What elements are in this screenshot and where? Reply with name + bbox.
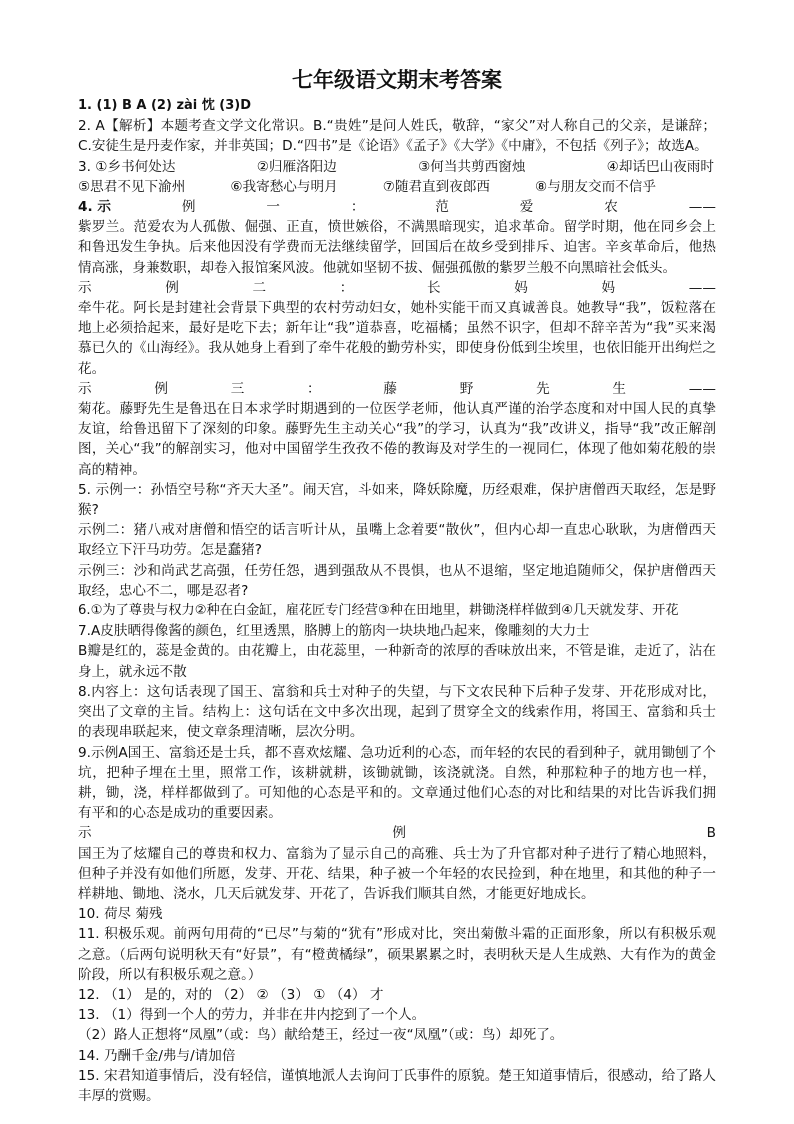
answer-7-a: 7.A皮肤晒得像酱的颜色，红里透黑，胳膊上的筋肉一块块地凸起来，像雕刻的大力士 [78,623,590,640]
answer-11: 11. 积极乐观。前两句用荷的“已尽”与菊的“犹有”形成对比，突出菊傲斗霜的正面形象，所以有积极乐观之意。（后两句说明秋天有“好景”，有“橙黄橘绿”，硕果累累之时，表明秋天是人生成熟、大有作为的黄金阶段，所以有积极乐观之意。） [78,926,716,983]
answer-4-example-3-heading: 示 例 三 ： 藤 野 先 生 —— [78,380,716,397]
answer-8: 8.内容上：这句话表现了国王、富翁和兵士对种子的失望，与下文农民种下后种子发芽、开花形成对比，突出了文章的主旨。结构上：这句话在文中多次出现，起到了贯穿全文的线索作用，将国王、富翁和兵士的表现串联起来，使文章条理清晰，层次分明。 [78,683,716,741]
answer-9-b-body: 国王为了炫耀自己的尊贵和权力、富翁为了显示自己的高雅、兵士为了升官都对种子进行了精心地照料，但种子并没有如他们所愿，发芽、开花、结果，种子被一个年轻的农民捡到，种在地里，和其他的种子一样耕地、锄地、浇水，几天后就发芽、开花了，告诉我们顺其自然，才能更好地成长。 [78,845,716,902]
answer-6: 6.①为了尊贵与权力②种在白金缸，雇花匠专门经营③种在田地里，耕锄浇样样做到④几天就发芽、开花 [78,603,679,619]
answer-4-example-2-body: 牵牛花。阿长是封建社会背景下典型的农村劳动妇女，她朴实能干而又真诚善良。她教导“我”，饭粒落在地上必须拾起来，最好是吃下去；新年让“我”道恭喜，吃福橘；虽然不识字，但却不辞辛苦为“我”买来渴慕已久的《山海经》。我从她身上看到了牵牛花般的勤劳朴实，即使身份低到尘埃里，也依旧能开出绚烂之花。 [78,300,716,377]
answer-4-example-1-body: 紫罗兰。范爱农为人孤傲、倔强、正直，愤世嫉俗，不满黑暗现实，追求革命。留学时期，他在同乡会上和鲁迅发生争执。后来他因没有学费而无法继续留学，回国后在故乡受到排斥、迫害。辛亥革命后，他热情高涨，身兼数职，却卷入报馆案风波。他就如坚韧不拔、倔强孤傲的紫罗兰般不向黑暗社会低头。 [78,219,716,276]
answer-3-item: ⑥我寄愁心与明月 [230,178,338,195]
answer-9-a: 9.示例A国王、富翁还是士兵，都不喜欢炫耀、急功近利的心态，而年轻的农民的看到种子，就用锄刨了个坑，把种子埋在土里，照常工作，该耕就耕，该锄就锄，该浇就浇。自然，种那粒种子的地方也一样，耕，锄，浇，样样都做到了。可知他的心态是平和的。文章通过他们心态的对比和结果的对比告诉我们拥有平和的心态是成功的重要因素。 [78,744,716,822]
answer-3-row-2 [78,177,716,197]
answer-5-example-3: 示例三：沙和尚武艺高强，任劳任怨，遇到强敌从不畏惧，也从不退缩，坚定地追随师父，保护唐僧西天取经，忠心不二，哪是忍者? [78,562,716,599]
answer-3-item: ②归雁洛阳边 [256,158,337,175]
page-title: 七年级语文期末考答案 [292,68,502,92]
answer-13-a: 13. （1）得到一个人的劳力，并非在井内挖到了一个人。 [78,1007,426,1024]
answer-3-item: ⑧与朋友交而不信乎 [535,178,656,195]
answer-3-item: ④却话巴山夜雨时 [606,158,714,175]
answer-3-row-1 [78,157,716,177]
answer-9-b-heading: 示 例 B [78,825,716,842]
answer-14: 14. 乃酬千金/弗与/请加倍 [78,1047,236,1064]
answer-1: 1. (1) B A (2) zài 忱 (3)D [78,98,252,113]
answer-3-item: ⑦随君直到夜郎西 [382,178,491,195]
answer-3-item: ③何当共剪西窗烛 [418,158,526,175]
answer-13-b: （2）路人正想将“凤凰”（或：鸟）献给楚王，经过一夜“凤凰”（或：鸟）却死了。 [78,1027,564,1044]
answer-15: 15. 宋君知道事情后，没有轻信，谨慎地派人去询问丁氏事件的原貌。楚王知道事情后，很感动，给了路人丰厚的赏赐。 [78,1067,716,1104]
answer-12: 12. （1） 是的，对的 （2） ② （3） ① （4） 才 [78,986,384,1003]
answer-5-example-2: 示例二：猪八戒对唐僧和悟空的话言听计从，虽嘴上念着要“散伙”，但内心却一直忠心耿耿，为唐僧西天取经立下汗马功劳。怎是蠢猪? [78,522,716,559]
answer-2: 2. A【解析】本题考查文学文化常识。B.“贵姓”是问人姓氏，敬辞，“家父”对人称自己的父亲，是谦辞；C.安徒生是丹麦作家，并非英国；D.“四书”是《论语》《孟子》《大学》《中庸》，不包括《列子》；故选A。 [78,118,716,155]
answer-4-example-2-heading: 示 例 二 ： 长 妈 妈 —— [78,279,716,296]
answer-4-example-1-heading: 4. 示 例 一 ： 范 爱 农 —— [78,199,716,216]
answer-3-item: ⑤思君不见下渝州 [78,178,186,195]
answer-4-example-3-body: 菊花。藤野先生是鲁迅在日本求学时期遇到的一位医学老师，他认真严谨的治学态度和对中国人民的真挚友谊，给鲁迅留下了深刻的印象。藤野先生主动关心“我”的学习，认真为“我”改讲义，指导“我”改正解剖图，关心“我”的解剖实习，他对中国留学生孜孜不倦的教诲及对学生的一视同仁，体现了他如菊花般的崇高的精神。 [78,401,716,478]
answer-3-item: 3. ①乡书何处达 [78,158,176,175]
answer-10: 10. 荷尽 菊残 [78,906,163,923]
answer-5-example-1: 5. 示例一：孙悟空号称“齐天大圣”。闹天宫，斗如来，降妖除魔，历经艰难，保护唐僧西天取经，怎是野猴? [78,481,716,519]
answer-7-b: B瓣是红的，蕊是金黄的。由花瓣上，由花蕊里，一种新奇的浓厚的香味放出来，不管是谁，走近了，沾在身上，就永远不散 [78,643,716,680]
